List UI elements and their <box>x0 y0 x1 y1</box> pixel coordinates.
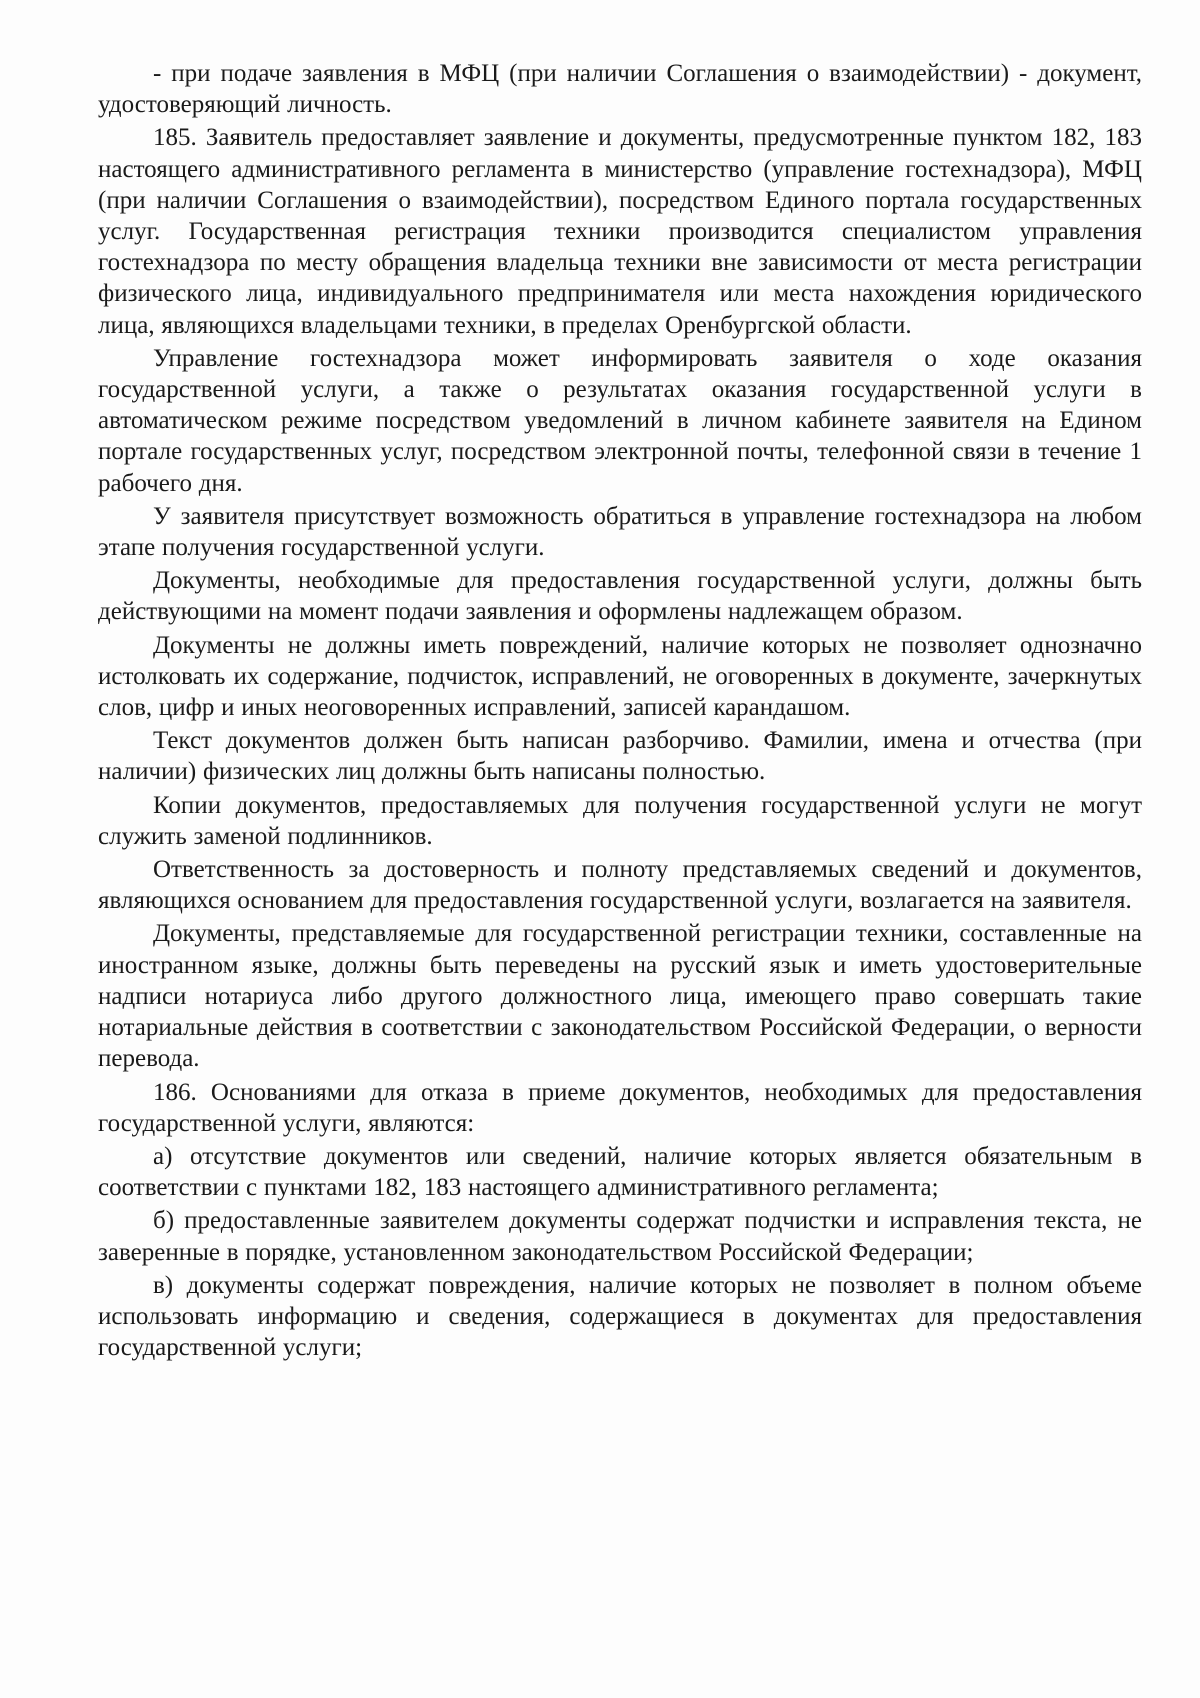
paragraph-mfc-identity-document: - при подаче заявления в МФЦ (при наличии Соглашения о взаимодействии) - документ, удостоверяющий личность. <box>98 60 1142 119</box>
list-item-a: а) отсутствие документов или сведений, наличие которых является обязательным в соответствии с пунктами 182, 183 настоящего административного регламента; <box>98 1142 1142 1202</box>
paragraph-no-damage: Документы не должны иметь повреждений, наличие которых не позволяет однозначно истолковать их содержание, подчисток, исправлений, не оговоренных в документе, зачеркнутых слов, цифр и иных неоговоренных исправлений, записей карандашом. <box>98 631 1142 722</box>
list-item-v: в) документы содержат повреждения, наличие которых не позволяет в полном объеме использовать информацию и сведения, содержащиеся в документах для предоставления государственной услуги; <box>98 1271 1142 1362</box>
list-item-b: б) предоставленные заявителем документы содержат подчистки и исправления текста, не заверенные в порядке, установленном законодательством Российской Федерации; <box>98 1207 1142 1266</box>
paragraph-contact-possibility: У заявителя присутствует возможность обратиться в управление гостехнадзора на любом этапе получения государственной услуги. <box>98 502 1142 562</box>
paragraph-notification: Управление гостехнадзора может информировать заявителя о ходе оказания государственной услуги, а также о результатах оказания государственной услуги в автоматическом режиме посредством уведомлений в личном кабинете заявителя на Едином портале государственных услуг, посредством электронной почты, телефонной связи в течение 1 рабочего дня. <box>98 344 1142 497</box>
paragraph-responsibility: Ответственность за достоверность и полноту представляемых сведений и документов, являющихся основанием для предоставления государственной услуги, возлагается на заявителя. <box>98 856 1142 915</box>
paragraph-185-submission: 185. Заявитель предоставляет заявление и документы, предусмотренные пунктом 182, 183 настоящего административного регламента в министерство (управление гостехнадзора), МФЦ (при наличии Соглашения о взаимодействии), посредством Единого портала государственных услуг. Государственная регистрация техники производится специалистом управления гостехнадзора по месту обращения владельца техники вне зависимости от места регистрации физического лица, индивидуального предпринимателя или места нахождения юридического лица, являющихся владельцами техники, в пределах Оренбургской области. <box>98 124 1142 339</box>
paragraph-copies: Копии документов, предоставляемых для получения государственной услуги не могут служить заменой подлинников. <box>98 791 1142 850</box>
document-body <box>98 58 1142 1363</box>
paragraph-documents-valid: Документы, необходимые для предоставления государственной услуги, должны быть действующими на момент подачи заявления и оформлены надлежащем образом. <box>98 567 1142 626</box>
paragraph-186-refusal-grounds: 186. Основаниями для отказа в приеме документов, необходимых для предоставления государственной услуги, являются: <box>98 1078 1142 1137</box>
paragraph-legible-text: Текст документов должен быть написан разборчиво. Фамилии, имена и отчества (при наличии) физических лиц должны быть написаны полностью. <box>98 727 1142 786</box>
paragraph-foreign-language: Документы, представляемые для государственной регистрации техники, составленные на иностранном языке, должны быть переведены на русский язык и иметь удостоверительные надписи нотариуса либо другого должностного лица, имеющего право совершать такие нотариальные действия в соответствии с законодательством Российской Федерации, о верности перевода. <box>98 920 1142 1073</box>
